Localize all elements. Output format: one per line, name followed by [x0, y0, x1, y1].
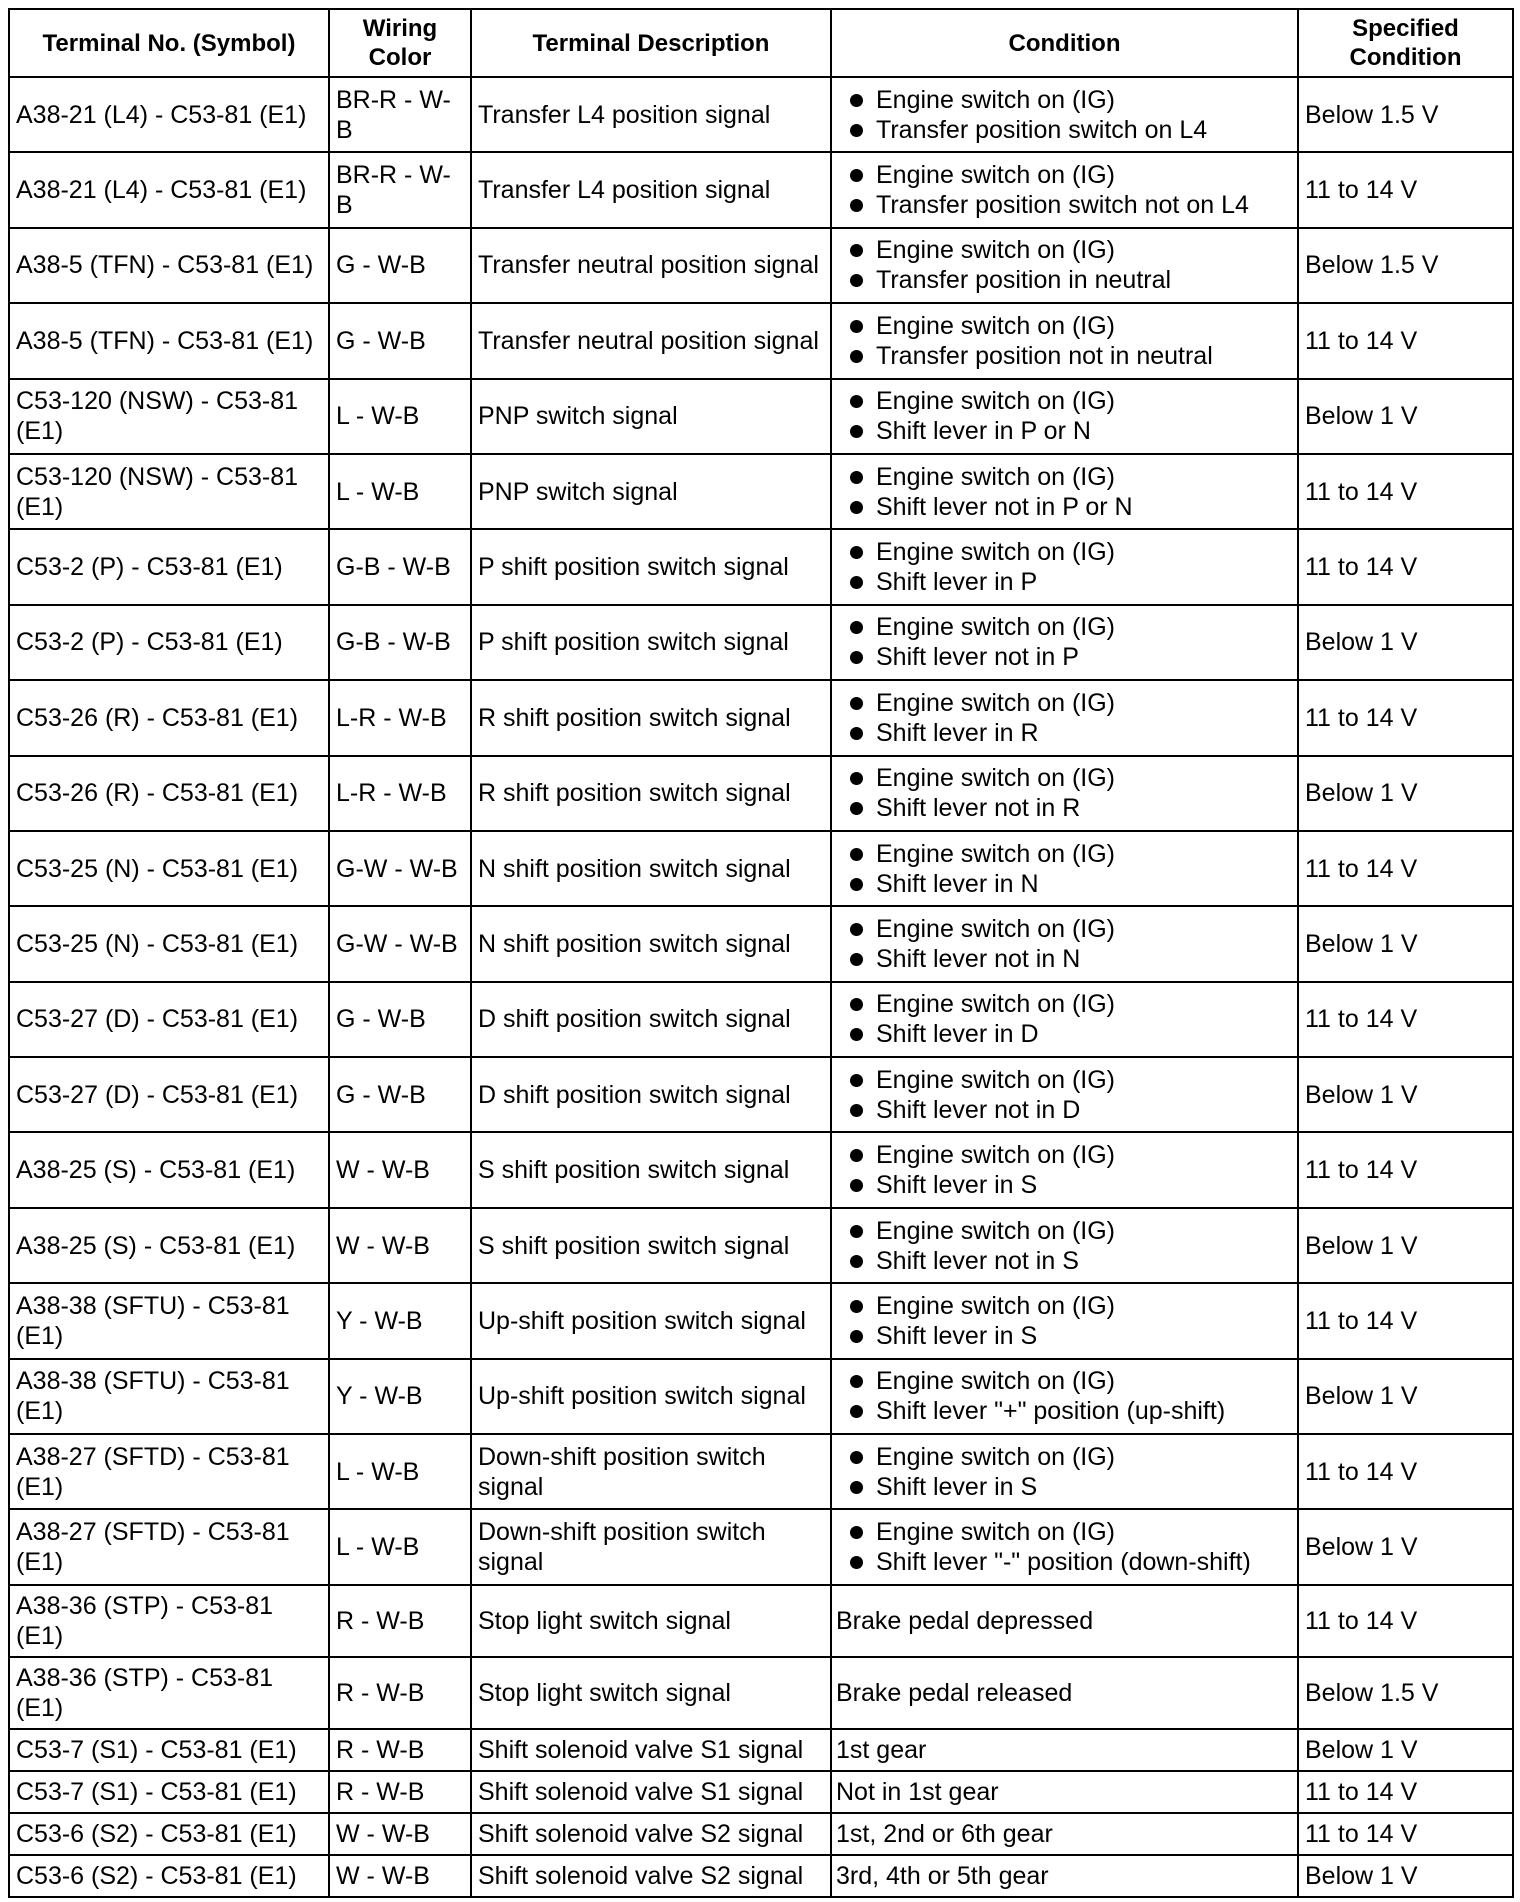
condition-list: [836, 1291, 1291, 1351]
table-row: [9, 1771, 1513, 1813]
wiring-color-cell: G - W-B: [329, 303, 471, 378]
condition-list: [836, 1442, 1291, 1502]
terminal-cell: C53-120 (NSW) - C53-81 (E1): [9, 454, 329, 529]
terminal-cell: A38-27 (SFTD) - C53-81 (E1): [9, 1509, 329, 1584]
terminal-cell: C53-25 (N) - C53-81 (E1): [9, 906, 329, 981]
condition-cell: [831, 605, 1298, 680]
specified-condition-cell: 11 to 14 V: [1298, 529, 1513, 604]
table-row: [9, 529, 1513, 604]
condition-item: Shift lever not in D: [850, 1095, 1291, 1125]
table-row: [9, 77, 1513, 152]
description-cell: Transfer neutral position signal: [471, 303, 831, 378]
condition-item: Shift lever in N: [850, 869, 1291, 899]
condition-list: [836, 462, 1291, 522]
description-cell: Shift solenoid valve S1 signal: [471, 1771, 831, 1813]
condition-item: Shift lever in R: [850, 718, 1291, 748]
description-cell: Stop light switch signal: [471, 1657, 831, 1729]
table-row: [9, 454, 1513, 529]
table-row: [9, 1283, 1513, 1358]
specified-condition-cell: Below 1 V: [1298, 756, 1513, 831]
table-row: [9, 1132, 1513, 1207]
condition-list: [836, 235, 1291, 295]
condition-item: Transfer position not in neutral: [850, 341, 1291, 371]
terminal-cell: A38-38 (SFTU) - C53-81 (E1): [9, 1359, 329, 1434]
terminal-cell: C53-27 (D) - C53-81 (E1): [9, 1057, 329, 1132]
description-cell: R shift position switch signal: [471, 756, 831, 831]
wiring-color-cell: R - W-B: [329, 1585, 471, 1657]
condition-cell: [831, 454, 1298, 529]
wiring-color-cell: G-W - W-B: [329, 906, 471, 981]
description-cell: R shift position switch signal: [471, 680, 831, 755]
terminal-table: [8, 8, 1514, 1898]
header-specified-condition: [1298, 9, 1513, 77]
table-row: [9, 831, 1513, 906]
condition-item: Engine switch on (IG): [850, 1065, 1291, 1095]
terminal-cell: C53-7 (S1) - C53-81 (E1): [9, 1729, 329, 1771]
condition-item: Transfer position switch on L4: [850, 115, 1291, 145]
wiring-color-cell: L-R - W-B: [329, 756, 471, 831]
condition-list: [836, 914, 1291, 974]
condition-list: [836, 1517, 1291, 1577]
description-cell: Down-shift position switch signal: [471, 1509, 831, 1584]
description-cell: P shift position switch signal: [471, 605, 831, 680]
terminal-cell: C53-6 (S2) - C53-81 (E1): [9, 1855, 329, 1897]
specified-condition-cell: Below 1 V: [1298, 1208, 1513, 1283]
condition-cell: [831, 303, 1298, 378]
condition-item: Engine switch on (IG): [850, 688, 1291, 718]
condition-list: [836, 1366, 1291, 1426]
condition-item: Engine switch on (IG): [850, 612, 1291, 642]
condition-item: Engine switch on (IG): [850, 386, 1291, 416]
wiring-color-cell: R - W-B: [329, 1657, 471, 1729]
table-row: [9, 1434, 1513, 1509]
description-cell: Transfer L4 position signal: [471, 152, 831, 227]
table-row: [9, 1813, 1513, 1855]
description-cell: N shift position switch signal: [471, 906, 831, 981]
table-row: [9, 1509, 1513, 1584]
specified-condition-cell: Below 1 V: [1298, 379, 1513, 454]
condition-item: Engine switch on (IG): [850, 235, 1291, 265]
condition-item: Engine switch on (IG): [850, 1442, 1291, 1472]
description-cell: Shift solenoid valve S1 signal: [471, 1729, 831, 1771]
terminal-cell: A38-5 (TFN) - C53-81 (E1): [9, 303, 329, 378]
terminal-cell: C53-2 (P) - C53-81 (E1): [9, 529, 329, 604]
condition-item: Engine switch on (IG): [850, 839, 1291, 869]
condition-list: [836, 537, 1291, 597]
wiring-color-cell: BR-R - W-B: [329, 77, 471, 152]
wiring-color-cell: R - W-B: [329, 1771, 471, 1813]
condition-cell: [831, 529, 1298, 604]
wiring-color-cell: G-W - W-B: [329, 831, 471, 906]
condition-item: Engine switch on (IG): [850, 1216, 1291, 1246]
condition-cell: [831, 152, 1298, 227]
specified-condition-cell: Below 1.5 V: [1298, 228, 1513, 303]
condition-cell: [831, 906, 1298, 981]
condition-item: Engine switch on (IG): [850, 537, 1291, 567]
condition-item: Shift lever not in R: [850, 793, 1291, 823]
wiring-color-cell: W - W-B: [329, 1813, 471, 1855]
terminal-cell: A38-21 (L4) - C53-81 (E1): [9, 77, 329, 152]
condition-item: Shift lever not in P: [850, 642, 1291, 672]
specified-condition-cell: Below 1 V: [1298, 1729, 1513, 1771]
description-cell: PNP switch signal: [471, 379, 831, 454]
header-description: Terminal Description: [471, 9, 831, 77]
condition-cell: [831, 379, 1298, 454]
condition-item: Engine switch on (IG): [850, 914, 1291, 944]
condition-cell: [831, 77, 1298, 152]
description-cell: Transfer neutral position signal: [471, 228, 831, 303]
specified-condition-cell: Below 1 V: [1298, 1509, 1513, 1584]
condition-cell: [831, 228, 1298, 303]
condition-cell: 1st gear: [831, 1729, 1298, 1771]
terminal-cell: A38-38 (SFTU) - C53-81 (E1): [9, 1283, 329, 1358]
table-row: [9, 1208, 1513, 1283]
specified-condition-cell: 11 to 14 V: [1298, 680, 1513, 755]
header-specified-line2: Condition: [1349, 44, 1462, 71]
specified-condition-cell: 11 to 14 V: [1298, 152, 1513, 227]
condition-cell: Brake pedal depressed: [831, 1585, 1298, 1657]
condition-cell: 3rd, 4th or 5th gear: [831, 1855, 1298, 1897]
condition-list: [836, 1216, 1291, 1276]
specified-condition-cell: Below 1 V: [1298, 605, 1513, 680]
header-terminal: Terminal No. (Symbol): [9, 9, 329, 77]
wiring-color-cell: W - W-B: [329, 1208, 471, 1283]
wiring-color-cell: BR-R - W-B: [329, 152, 471, 227]
header-wiring-line2: Color: [368, 44, 432, 71]
condition-item: Shift lever not in S: [850, 1246, 1291, 1276]
table-row: [9, 152, 1513, 227]
terminal-cell: A38-25 (S) - C53-81 (E1): [9, 1132, 329, 1207]
table-row: [9, 1359, 1513, 1434]
specified-condition-cell: 11 to 14 V: [1298, 1771, 1513, 1813]
terminal-cell: A38-21 (L4) - C53-81 (E1): [9, 152, 329, 227]
condition-item: Engine switch on (IG): [850, 160, 1291, 190]
condition-item: Engine switch on (IG): [850, 1366, 1291, 1396]
specified-condition-cell: 11 to 14 V: [1298, 831, 1513, 906]
specified-condition-cell: Below 1.5 V: [1298, 77, 1513, 152]
wiring-color-cell: G - W-B: [329, 1057, 471, 1132]
description-cell: S shift position switch signal: [471, 1208, 831, 1283]
specified-condition-cell: 11 to 14 V: [1298, 1585, 1513, 1657]
condition-item: Engine switch on (IG): [850, 1291, 1291, 1321]
condition-cell: [831, 1509, 1298, 1584]
condition-item: Shift lever not in N: [850, 944, 1291, 974]
condition-item: Engine switch on (IG): [850, 989, 1291, 1019]
condition-list: [836, 386, 1291, 446]
wiring-color-cell: G-B - W-B: [329, 529, 471, 604]
condition-cell: [831, 680, 1298, 755]
terminal-cell: A38-27 (SFTD) - C53-81 (E1): [9, 1434, 329, 1509]
wiring-color-cell: G - W-B: [329, 982, 471, 1057]
terminal-cell: A38-36 (STP) - C53-81 (E1): [9, 1657, 329, 1729]
table-row: [9, 1057, 1513, 1132]
condition-cell: Not in 1st gear: [831, 1771, 1298, 1813]
condition-list: [836, 763, 1291, 823]
table-row: [9, 228, 1513, 303]
specified-condition-cell: Below 1 V: [1298, 906, 1513, 981]
condition-cell: [831, 1283, 1298, 1358]
description-cell: Stop light switch signal: [471, 1585, 831, 1657]
terminal-cell: C53-25 (N) - C53-81 (E1): [9, 831, 329, 906]
table-row: [9, 605, 1513, 680]
terminal-cell: A38-25 (S) - C53-81 (E1): [9, 1208, 329, 1283]
condition-list: [836, 688, 1291, 748]
header-row: [9, 9, 1513, 77]
terminal-cell: A38-36 (STP) - C53-81 (E1): [9, 1585, 329, 1657]
condition-list: [836, 160, 1291, 220]
specified-condition-cell: 11 to 14 V: [1298, 982, 1513, 1057]
condition-item: Engine switch on (IG): [850, 1517, 1291, 1547]
table-row: [9, 1585, 1513, 1657]
specified-condition-cell: 11 to 14 V: [1298, 1132, 1513, 1207]
wiring-color-cell: G-B - W-B: [329, 605, 471, 680]
wiring-color-cell: Y - W-B: [329, 1359, 471, 1434]
specified-condition-cell: 11 to 14 V: [1298, 1434, 1513, 1509]
wiring-color-cell: G - W-B: [329, 228, 471, 303]
table-body: [9, 77, 1513, 1897]
terminal-cell: C53-26 (R) - C53-81 (E1): [9, 680, 329, 755]
condition-item: Engine switch on (IG): [850, 1140, 1291, 1170]
condition-cell: [831, 1132, 1298, 1207]
header-specified-line1: Specified: [1352, 15, 1459, 42]
description-cell: D shift position switch signal: [471, 982, 831, 1057]
condition-cell: Brake pedal released: [831, 1657, 1298, 1729]
condition-cell: [831, 1057, 1298, 1132]
header-wiring-line1: Wiring: [362, 15, 438, 42]
condition-item: Shift lever in P or N: [850, 416, 1291, 446]
terminal-cell: C53-2 (P) - C53-81 (E1): [9, 605, 329, 680]
wiring-color-cell: R - W-B: [329, 1729, 471, 1771]
wiring-color-cell: Y - W-B: [329, 1283, 471, 1358]
condition-list: [836, 839, 1291, 899]
wiring-color-cell: L-R - W-B: [329, 680, 471, 755]
specified-condition-cell: Below 1.5 V: [1298, 1657, 1513, 1729]
condition-item: Shift lever "-" position (down-shift): [850, 1547, 1291, 1577]
condition-item: Engine switch on (IG): [850, 311, 1291, 341]
header-wiring-color: [329, 9, 471, 77]
specified-condition-cell: 11 to 14 V: [1298, 1283, 1513, 1358]
wiring-color-cell: W - W-B: [329, 1132, 471, 1207]
description-cell: Down-shift position switch signal: [471, 1434, 831, 1509]
description-cell: D shift position switch signal: [471, 1057, 831, 1132]
description-cell: Transfer L4 position signal: [471, 77, 831, 152]
condition-item: Shift lever in D: [850, 1019, 1291, 1049]
condition-cell: [831, 831, 1298, 906]
specified-condition-cell: Below 1 V: [1298, 1359, 1513, 1434]
description-cell: Up-shift position switch signal: [471, 1359, 831, 1434]
condition-item: Engine switch on (IG): [850, 85, 1291, 115]
specified-condition-cell: Below 1 V: [1298, 1855, 1513, 1897]
wiring-color-cell: L - W-B: [329, 1434, 471, 1509]
condition-cell: [831, 1208, 1298, 1283]
condition-item: Shift lever not in P or N: [850, 492, 1291, 522]
wiring-color-cell: L - W-B: [329, 454, 471, 529]
table-row: [9, 906, 1513, 981]
terminal-cell: C53-6 (S2) - C53-81 (E1): [9, 1813, 329, 1855]
specified-condition-cell: 11 to 14 V: [1298, 1813, 1513, 1855]
condition-list: [836, 311, 1291, 371]
table-row: [9, 303, 1513, 378]
condition-item: Shift lever in P: [850, 567, 1291, 597]
condition-item: Shift lever "+" position (up-shift): [850, 1396, 1291, 1426]
description-cell: Up-shift position switch signal: [471, 1283, 831, 1358]
table-row: [9, 982, 1513, 1057]
condition-item: Shift lever in S: [850, 1472, 1291, 1502]
specified-condition-cell: 11 to 14 V: [1298, 303, 1513, 378]
condition-item: Shift lever in S: [850, 1321, 1291, 1351]
condition-item: Transfer position in neutral: [850, 265, 1291, 295]
description-cell: S shift position switch signal: [471, 1132, 831, 1207]
wiring-color-cell: L - W-B: [329, 379, 471, 454]
specified-condition-cell: 11 to 14 V: [1298, 454, 1513, 529]
condition-list: [836, 1065, 1291, 1125]
specified-condition-cell: Below 1 V: [1298, 1057, 1513, 1132]
table-row: [9, 680, 1513, 755]
condition-item: Engine switch on (IG): [850, 763, 1291, 793]
description-cell: PNP switch signal: [471, 454, 831, 529]
description-cell: N shift position switch signal: [471, 831, 831, 906]
terminal-cell: C53-26 (R) - C53-81 (E1): [9, 756, 329, 831]
terminal-cell: C53-120 (NSW) - C53-81 (E1): [9, 379, 329, 454]
condition-list: [836, 1140, 1291, 1200]
condition-list: [836, 85, 1291, 145]
condition-list: [836, 989, 1291, 1049]
wiring-color-cell: W - W-B: [329, 1855, 471, 1897]
condition-item: Transfer position switch not on L4: [850, 190, 1291, 220]
condition-cell: [831, 982, 1298, 1057]
table-row: [9, 1855, 1513, 1897]
condition-cell: [831, 1359, 1298, 1434]
header-condition: Condition: [831, 9, 1298, 77]
table-row: [9, 379, 1513, 454]
table-row: [9, 1657, 1513, 1729]
condition-item: Shift lever in S: [850, 1170, 1291, 1200]
description-cell: Shift solenoid valve S2 signal: [471, 1855, 831, 1897]
description-cell: Shift solenoid valve S2 signal: [471, 1813, 831, 1855]
table-row: [9, 1729, 1513, 1771]
table-row: [9, 756, 1513, 831]
condition-cell: [831, 1434, 1298, 1509]
terminal-cell: C53-7 (S1) - C53-81 (E1): [9, 1771, 329, 1813]
condition-cell: 1st, 2nd or 6th gear: [831, 1813, 1298, 1855]
wiring-color-cell: L - W-B: [329, 1509, 471, 1584]
terminal-cell: C53-27 (D) - C53-81 (E1): [9, 982, 329, 1057]
condition-list: [836, 612, 1291, 672]
terminal-cell: A38-5 (TFN) - C53-81 (E1): [9, 228, 329, 303]
condition-item: Engine switch on (IG): [850, 462, 1291, 492]
condition-cell: [831, 756, 1298, 831]
description-cell: P shift position switch signal: [471, 529, 831, 604]
